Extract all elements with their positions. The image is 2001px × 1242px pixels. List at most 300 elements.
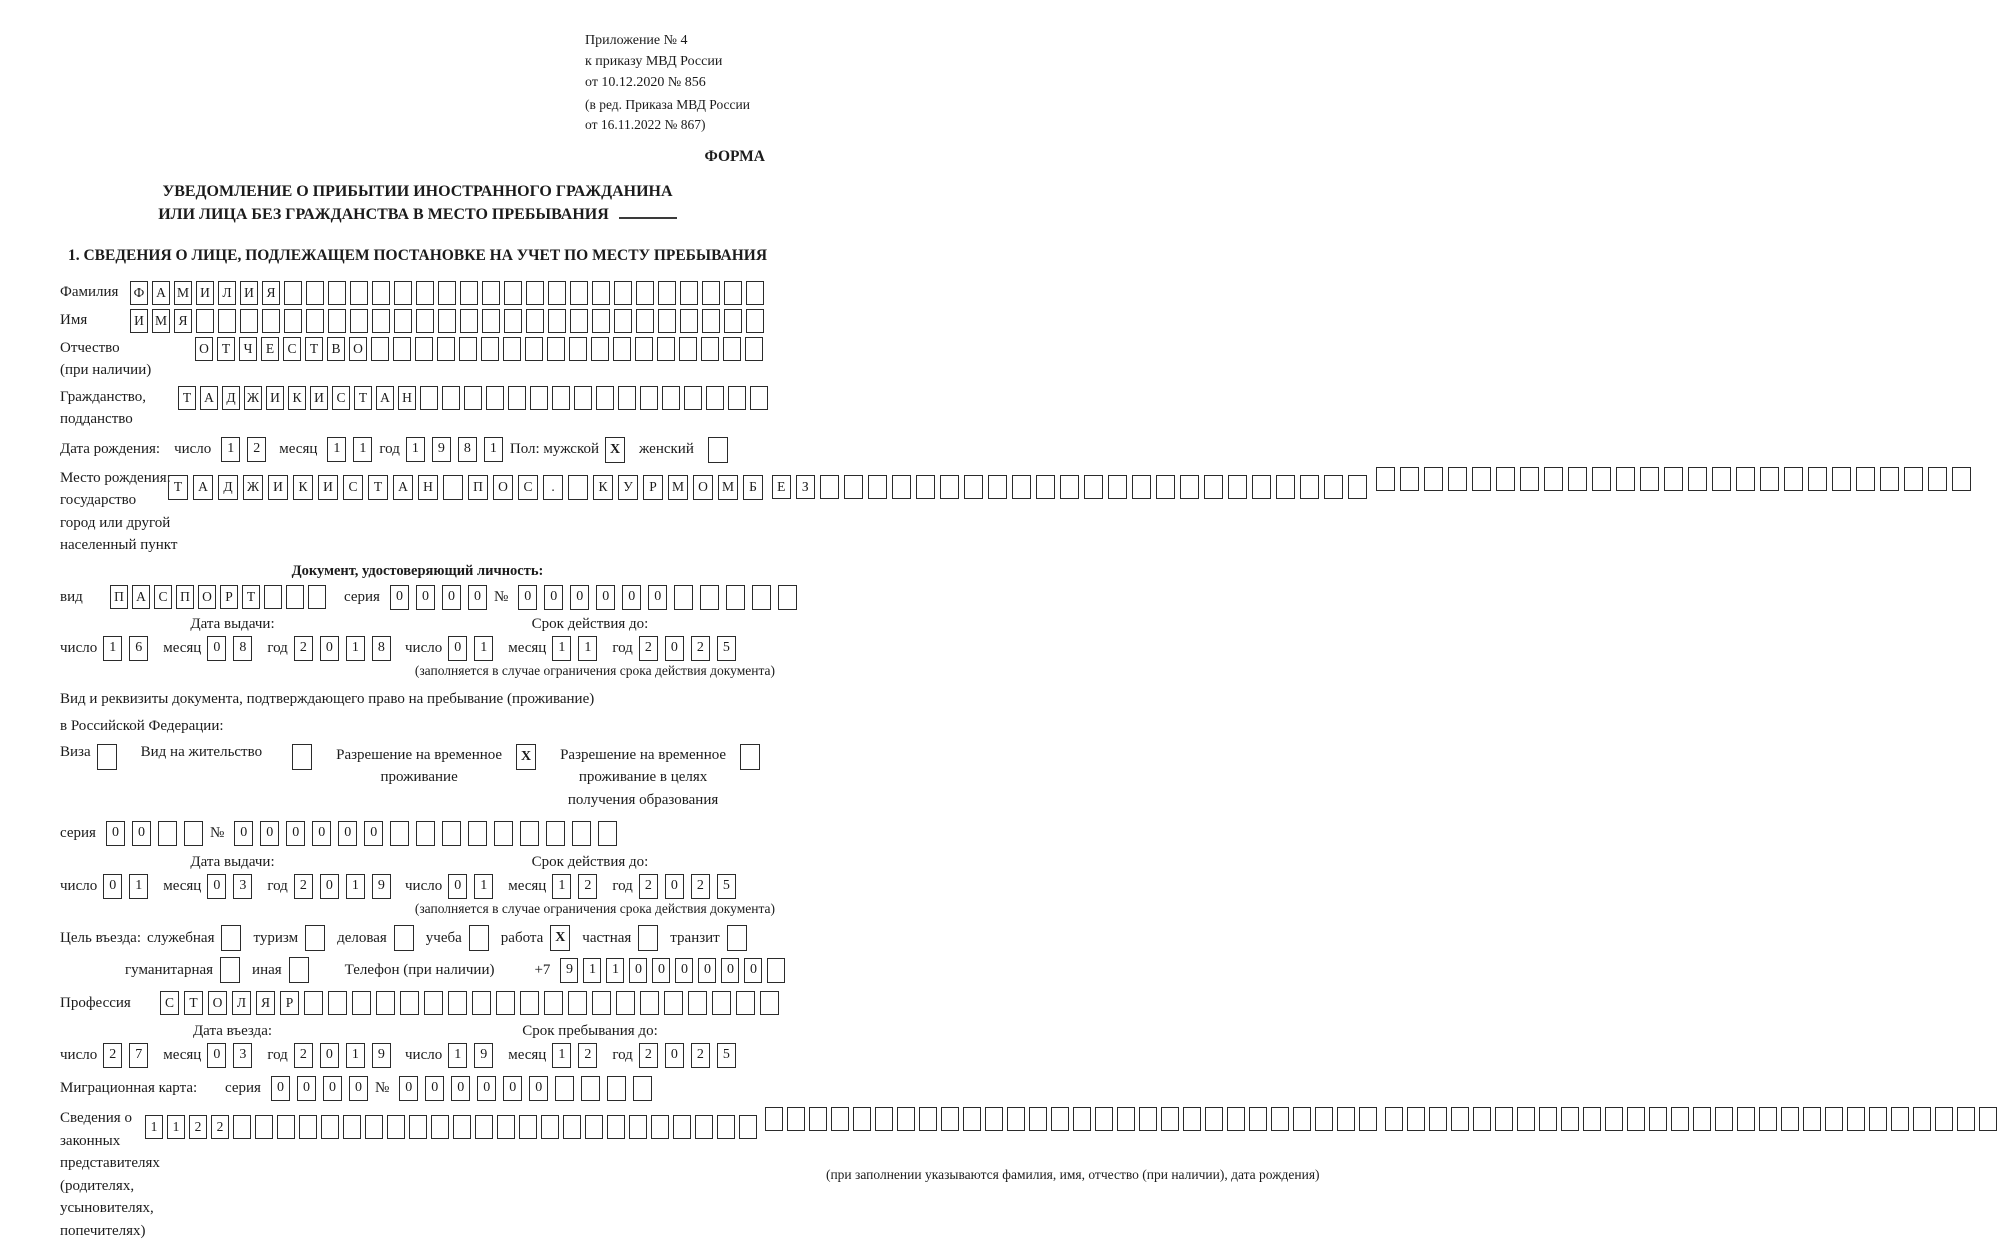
char-cell[interactable] — [459, 337, 477, 361]
char-cell[interactable]: Я — [174, 309, 192, 333]
char-cell[interactable] — [1117, 1107, 1135, 1131]
char-cell[interactable] — [464, 386, 482, 410]
char-cell[interactable] — [853, 1107, 871, 1131]
char-cell[interactable] — [752, 585, 771, 610]
char-cell[interactable] — [1252, 475, 1271, 499]
char-cell[interactable] — [420, 386, 438, 410]
char-cell[interactable]: С — [518, 475, 538, 500]
char-cell[interactable]: 0 — [698, 958, 716, 983]
char-cell[interactable] — [1271, 1107, 1289, 1131]
char-cell[interactable]: Л — [232, 991, 251, 1015]
char-cell[interactable]: К — [593, 475, 613, 500]
purpose-turizm-checkbox[interactable] — [305, 925, 325, 951]
char-cell[interactable] — [548, 309, 566, 333]
char-cell[interactable] — [700, 585, 719, 610]
char-cell[interactable] — [581, 1076, 600, 1101]
char-cell[interactable] — [328, 991, 347, 1015]
char-cell[interactable] — [1180, 475, 1199, 499]
char-cell[interactable] — [1359, 1107, 1377, 1131]
char-cell[interactable] — [372, 281, 390, 305]
char-cell[interactable] — [760, 991, 779, 1015]
char-cell[interactable]: 9 — [474, 1043, 493, 1068]
char-cell[interactable] — [1891, 1107, 1909, 1131]
char-cell[interactable] — [448, 991, 467, 1015]
char-cell[interactable]: 0 — [468, 585, 487, 610]
char-cell[interactable] — [438, 309, 456, 333]
char-cell[interactable] — [541, 1115, 559, 1139]
char-cell[interactable] — [1300, 475, 1319, 499]
char-cell[interactable] — [400, 991, 419, 1015]
char-cell[interactable] — [1073, 1107, 1091, 1131]
char-cell[interactable] — [673, 1115, 691, 1139]
char-cell[interactable] — [712, 991, 731, 1015]
char-cell[interactable] — [702, 281, 720, 305]
char-cell[interactable] — [1520, 467, 1539, 491]
char-cell[interactable] — [574, 386, 592, 410]
char-cell[interactable]: Т — [368, 475, 388, 500]
char-cell[interactable]: 1 — [552, 874, 571, 899]
char-cell[interactable]: Т — [354, 386, 372, 410]
char-cell[interactable] — [1627, 1107, 1645, 1131]
char-cell[interactable]: Б — [743, 475, 763, 500]
char-cell[interactable] — [614, 281, 632, 305]
purpose-sluzhebnaya-checkbox[interactable] — [221, 925, 241, 951]
char-cell[interactable] — [544, 991, 563, 1015]
char-cell[interactable]: 2 — [578, 874, 597, 899]
char-cell[interactable] — [820, 475, 839, 499]
char-cell[interactable]: А — [132, 585, 150, 609]
char-cell[interactable]: Н — [418, 475, 438, 500]
char-cell[interactable] — [343, 1115, 361, 1139]
char-cell[interactable] — [1348, 475, 1367, 499]
char-cell[interactable]: 0 — [425, 1076, 444, 1101]
char-cell[interactable] — [284, 309, 302, 333]
char-cell[interactable] — [240, 309, 258, 333]
char-cell[interactable] — [988, 475, 1007, 499]
char-cell[interactable] — [679, 337, 697, 361]
char-cell[interactable]: Д — [218, 475, 238, 500]
char-cell[interactable]: 1 — [129, 874, 148, 899]
purpose-inaya-checkbox[interactable] — [289, 957, 309, 983]
char-cell[interactable]: О — [693, 475, 713, 500]
char-cell[interactable] — [633, 1076, 652, 1101]
char-cell[interactable] — [546, 821, 565, 846]
char-cell[interactable]: 0 — [364, 821, 383, 846]
char-cell[interactable] — [844, 475, 863, 499]
char-cell[interactable] — [701, 337, 719, 361]
char-cell[interactable] — [607, 1076, 626, 1101]
char-cell[interactable]: Ч — [239, 337, 257, 361]
char-cell[interactable]: 0 — [652, 958, 670, 983]
char-cell[interactable] — [1715, 1107, 1733, 1131]
char-cell[interactable] — [1228, 475, 1247, 499]
char-cell[interactable] — [724, 309, 742, 333]
char-cell[interactable]: П — [176, 585, 194, 609]
char-cell[interactable] — [482, 281, 500, 305]
char-cell[interactable] — [365, 1115, 383, 1139]
char-cell[interactable] — [442, 386, 460, 410]
char-cell[interactable] — [651, 1115, 669, 1139]
char-cell[interactable] — [1736, 467, 1755, 491]
char-cell[interactable]: С — [154, 585, 172, 609]
char-cell[interactable]: П — [468, 475, 488, 500]
char-cell[interactable] — [640, 386, 658, 410]
char-cell[interactable] — [568, 475, 588, 500]
char-cell[interactable] — [482, 309, 500, 333]
temp-residence-education-checkbox[interactable] — [740, 744, 760, 770]
char-cell[interactable]: 1 — [578, 636, 597, 661]
char-cell[interactable] — [552, 386, 570, 410]
char-cell[interactable] — [750, 386, 768, 410]
char-cell[interactable] — [618, 386, 636, 410]
char-cell[interactable] — [1084, 475, 1103, 499]
char-cell[interactable] — [892, 475, 911, 499]
char-cell[interactable] — [475, 1115, 493, 1139]
char-cell[interactable] — [596, 386, 614, 410]
purpose-gumanitarnaya-checkbox[interactable] — [220, 957, 240, 983]
char-cell[interactable]: 1 — [353, 437, 372, 462]
char-cell[interactable] — [1856, 467, 1875, 491]
purpose-tranzit-checkbox[interactable] — [727, 925, 747, 951]
char-cell[interactable]: А — [200, 386, 218, 410]
char-cell[interactable] — [508, 386, 526, 410]
char-cell[interactable] — [1495, 1107, 1513, 1131]
char-cell[interactable] — [1139, 1107, 1157, 1131]
char-cell[interactable]: 1 — [552, 636, 571, 661]
char-cell[interactable] — [1561, 1107, 1579, 1131]
char-cell[interactable] — [1952, 467, 1971, 491]
char-cell[interactable] — [1161, 1107, 1179, 1131]
temp-residence-checkbox[interactable]: X — [516, 744, 536, 770]
char-cell[interactable] — [1249, 1107, 1267, 1131]
char-cell[interactable] — [460, 309, 478, 333]
char-cell[interactable]: И — [196, 281, 214, 305]
char-cell[interactable]: Т — [184, 991, 203, 1015]
char-cell[interactable] — [1832, 467, 1851, 491]
char-cell[interactable]: 0 — [103, 874, 122, 899]
char-cell[interactable]: 2 — [189, 1115, 207, 1139]
char-cell[interactable] — [592, 309, 610, 333]
char-cell[interactable] — [1847, 1107, 1865, 1131]
char-cell[interactable]: 0 — [390, 585, 409, 610]
char-cell[interactable] — [941, 1107, 959, 1131]
char-cell[interactable]: 2 — [103, 1043, 122, 1068]
char-cell[interactable]: О — [208, 991, 227, 1015]
char-cell[interactable]: 0 — [518, 585, 537, 610]
char-cell[interactable] — [1928, 467, 1947, 491]
char-cell[interactable]: 1 — [552, 1043, 571, 1068]
char-cell[interactable] — [1227, 1107, 1245, 1131]
char-cell[interactable] — [746, 309, 764, 333]
char-cell[interactable] — [569, 337, 587, 361]
char-cell[interactable] — [570, 309, 588, 333]
char-cell[interactable] — [629, 1115, 647, 1139]
char-cell[interactable] — [1957, 1107, 1975, 1131]
char-cell[interactable] — [376, 991, 395, 1015]
char-cell[interactable]: 1 — [346, 874, 365, 899]
char-cell[interactable]: 1 — [346, 636, 365, 661]
char-cell[interactable]: М — [718, 475, 738, 500]
char-cell[interactable] — [321, 1115, 339, 1139]
char-cell[interactable]: М — [668, 475, 688, 500]
char-cell[interactable] — [1759, 1107, 1777, 1131]
char-cell[interactable]: 0 — [349, 1076, 368, 1101]
char-cell[interactable]: Ж — [243, 475, 263, 500]
char-cell[interactable] — [306, 281, 324, 305]
char-cell[interactable] — [352, 991, 371, 1015]
char-cell[interactable]: А — [393, 475, 413, 500]
char-cell[interactable]: С — [332, 386, 350, 410]
char-cell[interactable]: Е — [772, 475, 791, 499]
char-cell[interactable] — [431, 1115, 449, 1139]
char-cell[interactable]: 0 — [665, 874, 684, 899]
char-cell[interactable] — [1108, 475, 1127, 499]
char-cell[interactable] — [1448, 467, 1467, 491]
char-cell[interactable] — [1605, 1107, 1623, 1131]
char-cell[interactable] — [468, 821, 487, 846]
char-cell[interactable]: 0 — [106, 821, 125, 846]
char-cell[interactable]: 0 — [448, 636, 467, 661]
char-cell[interactable] — [409, 1115, 427, 1139]
char-cell[interactable] — [964, 475, 983, 499]
char-cell[interactable] — [739, 1115, 757, 1139]
char-cell[interactable] — [299, 1115, 317, 1139]
char-cell[interactable]: 1 — [474, 636, 493, 661]
char-cell[interactable] — [1808, 467, 1827, 491]
char-cell[interactable] — [438, 281, 456, 305]
char-cell[interactable] — [1385, 1107, 1403, 1131]
char-cell[interactable] — [684, 386, 702, 410]
char-cell[interactable] — [277, 1115, 295, 1139]
char-cell[interactable] — [504, 309, 522, 333]
char-cell[interactable]: 8 — [233, 636, 252, 661]
char-cell[interactable]: П — [110, 585, 128, 609]
char-cell[interactable] — [196, 309, 214, 333]
char-cell[interactable]: 0 — [132, 821, 151, 846]
char-cell[interactable]: 0 — [721, 958, 739, 983]
char-cell[interactable] — [1400, 467, 1419, 491]
char-cell[interactable] — [520, 991, 539, 1015]
char-cell[interactable] — [985, 1107, 1003, 1131]
char-cell[interactable]: 0 — [451, 1076, 470, 1101]
char-cell[interactable] — [1880, 467, 1899, 491]
char-cell[interactable] — [494, 821, 513, 846]
char-cell[interactable] — [184, 821, 203, 846]
char-cell[interactable]: 0 — [323, 1076, 342, 1101]
char-cell[interactable] — [158, 821, 177, 846]
char-cell[interactable]: 0 — [399, 1076, 418, 1101]
char-cell[interactable]: М — [152, 309, 170, 333]
char-cell[interactable] — [695, 1115, 713, 1139]
char-cell[interactable] — [442, 821, 461, 846]
char-cell[interactable] — [394, 281, 412, 305]
char-cell[interactable]: Р — [280, 991, 299, 1015]
char-cell[interactable]: 9 — [372, 1043, 391, 1068]
char-cell[interactable] — [745, 337, 763, 361]
char-cell[interactable] — [1568, 467, 1587, 491]
char-cell[interactable] — [1913, 1107, 1931, 1131]
char-cell[interactable]: 2 — [691, 636, 710, 661]
char-cell[interactable] — [328, 309, 346, 333]
char-cell[interactable] — [963, 1107, 981, 1131]
char-cell[interactable] — [809, 1107, 827, 1131]
char-cell[interactable] — [658, 309, 676, 333]
char-cell[interactable] — [304, 991, 323, 1015]
char-cell[interactable] — [548, 281, 566, 305]
char-cell[interactable]: 9 — [372, 874, 391, 899]
char-cell[interactable]: 2 — [247, 437, 266, 462]
char-cell[interactable]: 2 — [294, 874, 313, 899]
char-cell[interactable]: 1 — [327, 437, 346, 462]
char-cell[interactable]: 0 — [320, 1043, 339, 1068]
char-cell[interactable] — [746, 281, 764, 305]
char-cell[interactable]: 0 — [596, 585, 615, 610]
char-cell[interactable] — [1640, 467, 1659, 491]
char-cell[interactable] — [831, 1107, 849, 1131]
char-cell[interactable]: С — [160, 991, 179, 1015]
char-cell[interactable] — [1315, 1107, 1333, 1131]
char-cell[interactable]: З — [796, 475, 815, 499]
char-cell[interactable]: И — [268, 475, 288, 500]
char-cell[interactable]: 5 — [717, 636, 736, 661]
char-cell[interactable] — [592, 991, 611, 1015]
char-cell[interactable]: 2 — [211, 1115, 229, 1139]
residence-permit-checkbox[interactable] — [292, 744, 312, 770]
char-cell[interactable]: 0 — [622, 585, 641, 610]
char-cell[interactable] — [635, 337, 653, 361]
char-cell[interactable]: 0 — [529, 1076, 548, 1101]
char-cell[interactable]: К — [293, 475, 313, 500]
char-cell[interactable]: С — [343, 475, 363, 500]
char-cell[interactable]: 0 — [503, 1076, 522, 1101]
char-cell[interactable] — [1205, 1107, 1223, 1131]
char-cell[interactable] — [416, 309, 434, 333]
char-cell[interactable] — [306, 309, 324, 333]
char-cell[interactable] — [460, 281, 478, 305]
char-cell[interactable] — [264, 585, 282, 609]
char-cell[interactable]: И — [266, 386, 284, 410]
char-cell[interactable] — [787, 1107, 805, 1131]
char-cell[interactable] — [688, 991, 707, 1015]
char-cell[interactable] — [1712, 467, 1731, 491]
purpose-chastnaya-checkbox[interactable] — [638, 925, 658, 951]
char-cell[interactable]: А — [152, 281, 170, 305]
char-cell[interactable]: 1 — [484, 437, 503, 462]
char-cell[interactable]: 1 — [606, 958, 624, 983]
char-cell[interactable]: 2 — [639, 874, 658, 899]
char-cell[interactable]: 3 — [233, 1043, 252, 1068]
char-cell[interactable]: Ф — [130, 281, 148, 305]
char-cell[interactable] — [607, 1115, 625, 1139]
char-cell[interactable] — [1407, 1107, 1425, 1131]
char-cell[interactable] — [662, 386, 680, 410]
char-cell[interactable]: 2 — [691, 1043, 710, 1068]
male-checkbox[interactable]: X — [605, 437, 625, 463]
char-cell[interactable] — [767, 958, 785, 983]
char-cell[interactable] — [497, 1115, 515, 1139]
char-cell[interactable] — [897, 1107, 915, 1131]
char-cell[interactable]: Р — [643, 475, 663, 500]
char-cell[interactable]: 0 — [297, 1076, 316, 1101]
char-cell[interactable]: 2 — [639, 636, 658, 661]
char-cell[interactable]: О — [493, 475, 513, 500]
char-cell[interactable] — [1424, 467, 1443, 491]
char-cell[interactable]: Т — [217, 337, 235, 361]
char-cell[interactable] — [570, 281, 588, 305]
char-cell[interactable] — [585, 1115, 603, 1139]
char-cell[interactable]: 0 — [675, 958, 693, 983]
char-cell[interactable] — [875, 1107, 893, 1131]
char-cell[interactable] — [1204, 475, 1223, 499]
char-cell[interactable]: . — [543, 475, 563, 500]
char-cell[interactable]: 1 — [474, 874, 493, 899]
char-cell[interactable] — [486, 386, 504, 410]
char-cell[interactable] — [1156, 475, 1175, 499]
char-cell[interactable] — [1051, 1107, 1069, 1131]
char-cell[interactable] — [1693, 1107, 1711, 1131]
char-cell[interactable] — [504, 281, 522, 305]
char-cell[interactable] — [387, 1115, 405, 1139]
char-cell[interactable] — [728, 386, 746, 410]
char-cell[interactable] — [1803, 1107, 1821, 1131]
visa-checkbox[interactable] — [97, 744, 117, 770]
char-cell[interactable]: 0 — [416, 585, 435, 610]
purpose-delovaya-checkbox[interactable] — [394, 925, 414, 951]
char-cell[interactable]: 2 — [691, 874, 710, 899]
char-cell[interactable]: И — [318, 475, 338, 500]
char-cell[interactable]: 0 — [320, 636, 339, 661]
char-cell[interactable]: 0 — [665, 636, 684, 661]
char-cell[interactable] — [1649, 1107, 1667, 1131]
char-cell[interactable] — [1473, 1107, 1491, 1131]
char-cell[interactable] — [1784, 467, 1803, 491]
char-cell[interactable]: О — [198, 585, 216, 609]
char-cell[interactable] — [664, 991, 683, 1015]
char-cell[interactable] — [674, 585, 693, 610]
char-cell[interactable]: 0 — [312, 821, 331, 846]
char-cell[interactable] — [350, 281, 368, 305]
char-cell[interactable] — [591, 337, 609, 361]
char-cell[interactable] — [1293, 1107, 1311, 1131]
char-cell[interactable] — [1007, 1107, 1025, 1131]
char-cell[interactable]: А — [193, 475, 213, 500]
char-cell[interactable] — [1132, 475, 1151, 499]
char-cell[interactable] — [1029, 1107, 1047, 1131]
char-cell[interactable]: В — [327, 337, 345, 361]
female-checkbox[interactable] — [708, 437, 728, 463]
purpose-rabota-checkbox[interactable]: X — [550, 925, 570, 951]
char-cell[interactable] — [1036, 475, 1055, 499]
char-cell[interactable]: Ж — [244, 386, 262, 410]
char-cell[interactable] — [736, 991, 755, 1015]
char-cell[interactable] — [371, 337, 389, 361]
char-cell[interactable]: 8 — [372, 636, 391, 661]
char-cell[interactable]: 0 — [260, 821, 279, 846]
char-cell[interactable]: 5 — [717, 1043, 736, 1068]
char-cell[interactable] — [390, 821, 409, 846]
char-cell[interactable]: Я — [256, 991, 275, 1015]
char-cell[interactable] — [592, 281, 610, 305]
char-cell[interactable] — [1472, 467, 1491, 491]
char-cell[interactable]: 2 — [294, 1043, 313, 1068]
char-cell[interactable] — [616, 991, 635, 1015]
char-cell[interactable] — [1517, 1107, 1535, 1131]
char-cell[interactable] — [308, 585, 326, 609]
char-cell[interactable]: Р — [220, 585, 238, 609]
char-cell[interactable] — [415, 337, 433, 361]
char-cell[interactable]: 2 — [639, 1043, 658, 1068]
char-cell[interactable] — [778, 585, 797, 610]
